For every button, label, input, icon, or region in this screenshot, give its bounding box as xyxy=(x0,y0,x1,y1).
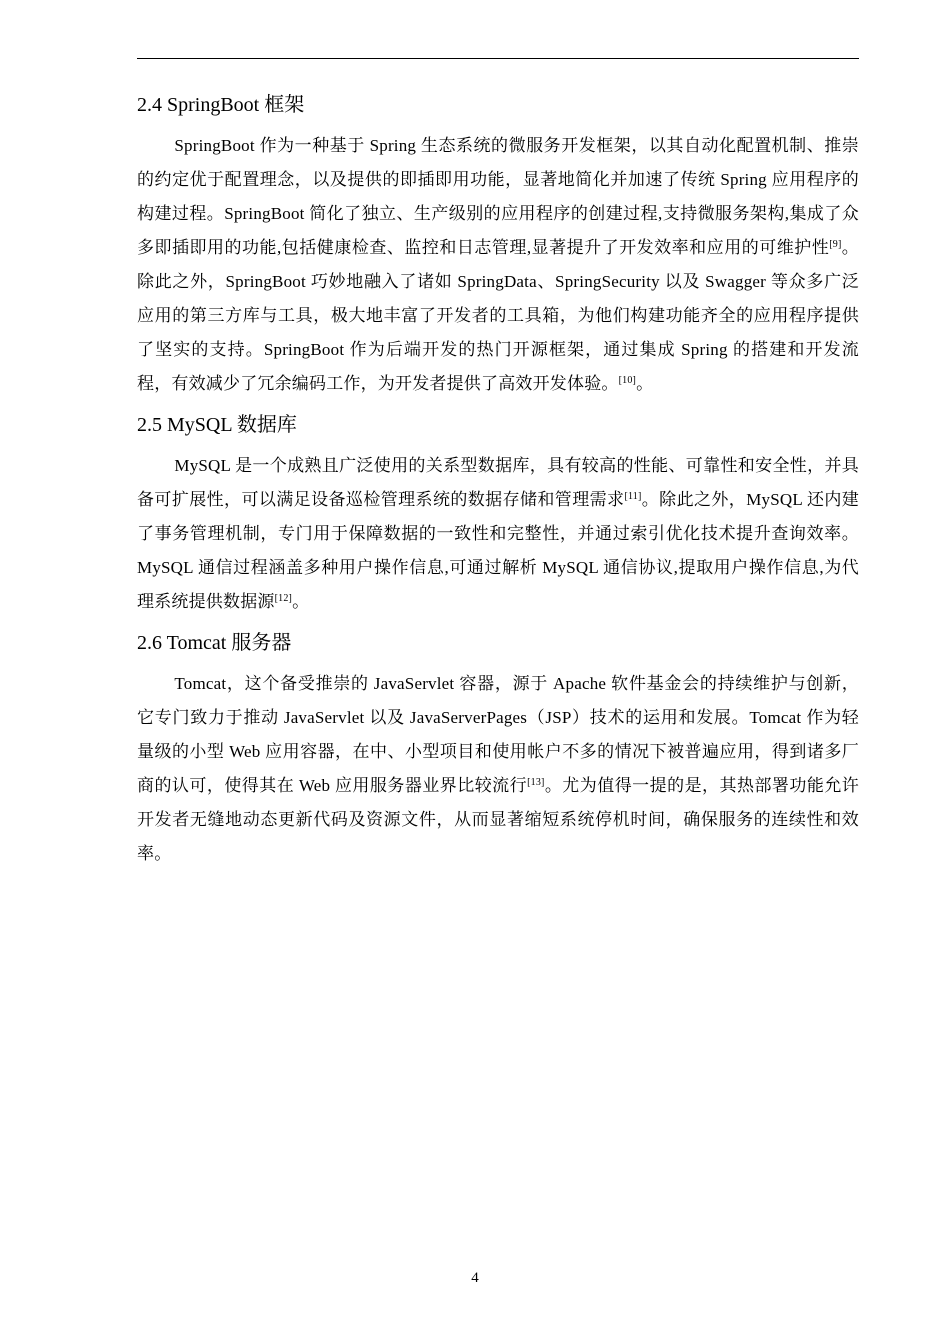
section-tomcat xyxy=(137,626,859,871)
citation: [9] xyxy=(829,239,842,250)
section-paragraph: MySQL 是一个成熟且广泛使用的关系型数据库，具有较高的性能、可靠性和安全性，并具备可扩展性，可以满足设备巡检管理系统的数据存储和管理需求[11]。除此之外，MySQL 还内建了事务管理机制，专门用于保障数据的一致性和完整性，并通过索引优化技术提升查询效率。 MySQL 通信过程涵盖多种用户操作信息,可通过解析 MySQL 通信协议,提取用户操作信息,为代理系统提供数据源[12]。 xyxy=(137,456,859,611)
section-heading: 2.5 MySQL 数据库 xyxy=(137,414,297,436)
citation: [12] xyxy=(274,593,293,604)
header-rule xyxy=(137,58,859,59)
section-heading: 2.6 Tomcat 服务器 xyxy=(137,632,292,654)
section-paragraph: SpringBoot 作为一种基于 Spring 生态系统的微服务开发框架，以其自动化配置机制、推崇的约定优于配置理念，以及提供的即插即用功能，显著地简化并加速了传统 Spring 应用程序的构建过程。SpringBoot 简化了独立、生产级别的应用程序的创建过程,支持微服务架构,集成了众多即插即用的功能,包括健康检查、监控和日志管理,显著提升了开发效率和应用的可维护性[9]。除此之外，SpringBoot 巧妙地融入了诸如 SpringData、SpringSecurity 以及 Swagger 等众多广泛应用的第三方库与工具，极大地丰富了开发者的工具箱，为他们构建功能齐全的应用程序提供了坚实的支持。SpringBoot 作为后端开发的热门开源框架，通过集成 Spring 的搭建和开发流程，有效减少了冗余编码工作，为开发者提供了高效开发体验。[10]。 xyxy=(137,136,860,393)
citation: [13] xyxy=(527,777,545,788)
citation: [11] xyxy=(624,491,642,502)
section-paragraph: Tomcat，这个备受推崇的 JavaServlet 容器，源于 Apache 软件基金会的持续维护与创新，它专门致力于推动 JavaServlet 以及 JavaServerPages（JSP）技术的运用和发展。Tomcat 作为轻量级的小型 Web 应用容器，在中、小型项目和使用帐户不多的情况下被普遍应用，得到诸多厂商的认可，使得其在 Web 应用服务器业界比较流行[13]。尤为值得一提的是，其热部署功能允许开发者无缝地动态更新代码及资源文件，从而显著缩短系统停机时间，确保服务的连续性和效率。 xyxy=(137,674,859,863)
section-heading: 2.4 SpringBoot 框架 xyxy=(137,94,305,116)
section-springboot xyxy=(137,88,859,401)
citation: [10] xyxy=(618,375,637,386)
section-mysql xyxy=(137,408,859,619)
page-content xyxy=(137,88,859,878)
page-number: 4 xyxy=(471,1270,479,1286)
